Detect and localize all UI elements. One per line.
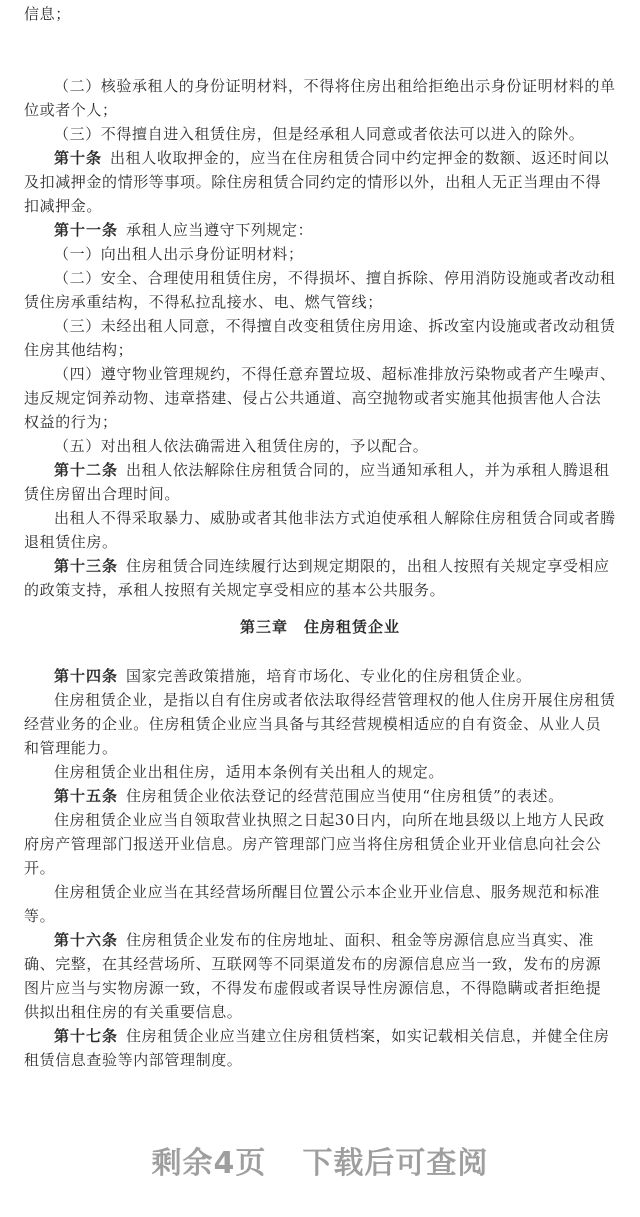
article-text: 住房租赁企业应当建立住房租赁档案，如实记载相关信息，并健全住房租赁信息查验等内部管理制度。 <box>24 1027 610 1069</box>
text-paragraph: （四）遵守物业管理规约，不得任意弃置垃圾、超标准排放污染物或者产生噪声、违反规定饲养动物、违章搭建、侵占公共通道、高空抛物或者实施其他损害他人合法权益的行为； <box>24 365 616 431</box>
chapter-heading: 第三章 住房租赁企业 <box>239 618 400 636</box>
article-text: 住房租赁合同连续履行达到规定期限的，出租人按照有关规定享受相应的政策支持，承租人按照有关规定享受相应的基本公共服务。 <box>24 557 610 599</box>
article-text: 国家完善政策措施，培育市场化、专业化的住房租赁企业。 <box>126 667 532 685</box>
article-text: 出租人依法解除住房租赁合同的，应当通知承租人，并为承租人腾退租赁住房留出合理时间。 <box>24 461 610 503</box>
text-paragraph: 住房租赁企业出租住房，适用本条例有关出租人的规定。 <box>54 763 445 781</box>
article-15 <box>24 784 616 808</box>
article-label: 第十条 <box>54 149 103 167</box>
article-label: 第十六条 <box>54 931 119 949</box>
article-16 <box>24 928 616 1024</box>
download-prompt-text: 下载后可查阅 <box>302 1146 489 1181</box>
article-text: 住房租赁企业发布的住房地址、面积、租金等房源信息应当真实、准确、完整，在其经营场所、互联网等不同渠道发布的房源信息应当一致，发布的房源图片应当与实物房源一致，不得发布虚假或者误导性房源信息，不得隐瞒或者拒绝提供拟出租住房的有关重要信息。 <box>24 931 602 1021</box>
article-12 <box>24 458 616 506</box>
text-paragraph: 信息； <box>24 5 71 23</box>
text-paragraph: （二）核验承租人的身份证明材料，不得将住房出租给拒绝出示身份证明材料的单位或者个人； <box>24 77 616 119</box>
article-text: 住房租赁企业依法登记的经营范围应当使用“住房租赁”的表述。 <box>126 787 564 805</box>
text-paragraph: 住房租赁企业，是指以自有住房或者依法取得经营管理权的他人住房开展住房租赁经营业务的企业。住房租赁企业应当具备与其经营规模相适应的自有资金、从业人员和管理能力。 <box>24 691 616 757</box>
article-label: 第十二条 <box>54 461 119 479</box>
article-text: 出租人收取押金的，应当在住房租赁合同中约定押金的数额、返还时间以及扣减押金的情形等事项。除住房租赁合同约定的情形以外，出租人无正当理由不得扣减押金。 <box>24 149 610 215</box>
article-label: 第十一条 <box>54 221 119 239</box>
article-label: 第十七条 <box>54 1027 119 1045</box>
article-label: 第十四条 <box>54 667 119 685</box>
article-label: 第十五条 <box>54 787 119 805</box>
article-14 <box>24 664 616 688</box>
download-banner[interactable] <box>0 1138 640 1182</box>
text-paragraph: （二）安全、合理使用租赁住房，不得损坏、擅自拆除、停用消防设施或者改动租赁住房承重结构，不得私拉乱接水、电、燃气管线； <box>24 269 616 311</box>
text-paragraph: 住房租赁企业应当自领取营业执照之日起30日内，向所在地县级以上地方人民政府房产管理部门报送开业信息。房产管理部门应当将住房租赁企业开业信息向社会公开。 <box>24 811 605 877</box>
text-paragraph: （一）向出租人出示身份证明材料； <box>54 245 304 263</box>
text-paragraph: 住房租赁企业应当在其经营场所醒目位置公示本企业开业信息、服务规范和标准等。 <box>24 883 601 925</box>
article-17 <box>24 1024 616 1072</box>
article-13 <box>24 554 616 602</box>
article-label: 第十三条 <box>54 557 119 575</box>
text-paragraph: 出租人不得采取暴力、威胁或者其他非法方式迫使承租人解除住房租赁合同或者腾退租赁住房。 <box>24 509 616 551</box>
text-paragraph: （三）不得擅自进入租赁住房，但是经承租人同意或者依法可以进入的除外。 <box>54 125 585 143</box>
text-paragraph: （五）对出租人依法确需进入租赁住房的，予以配合。 <box>54 437 429 455</box>
article-11 <box>24 218 616 242</box>
article-10 <box>24 146 616 218</box>
remaining-pages-text: 剩余4页 <box>151 1146 267 1181</box>
text-paragraph: （三）未经出租人同意，不得擅自改变租赁住房用途、拆改室内设施或者改动租赁住房其他结构； <box>24 317 616 359</box>
article-text: 承租人应当遵守下列规定： <box>126 221 314 239</box>
